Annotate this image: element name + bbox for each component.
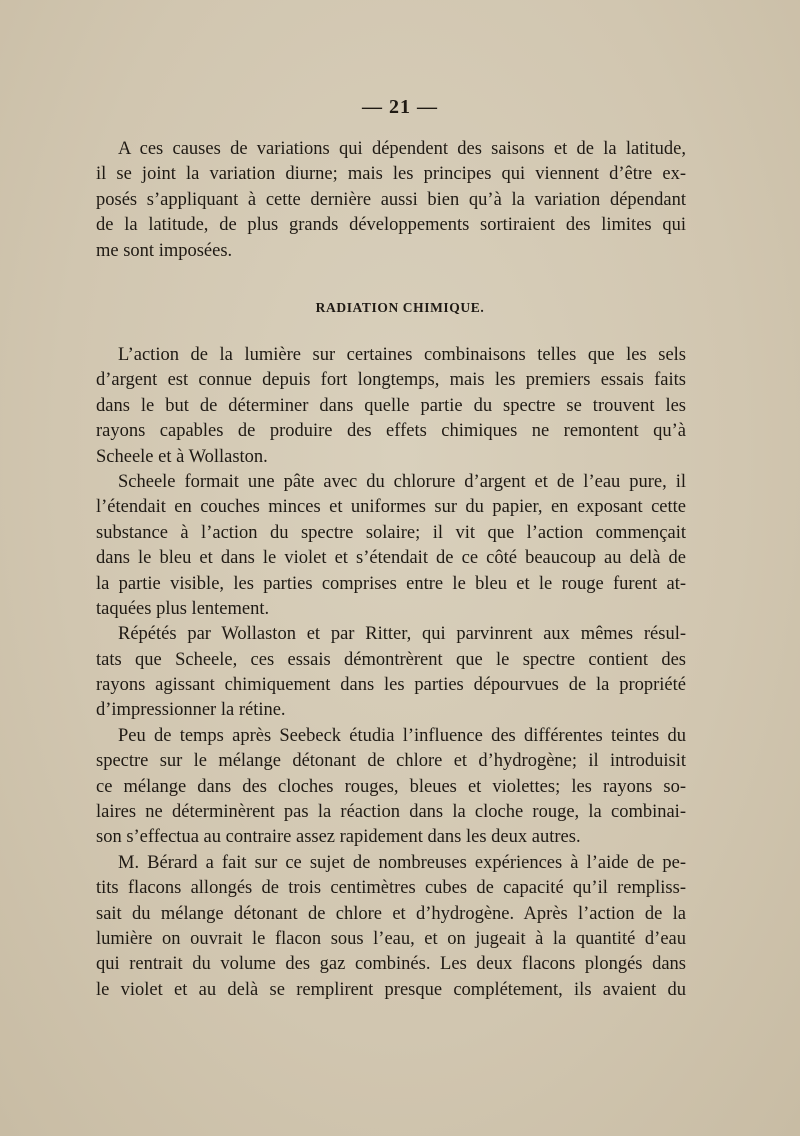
text-line: d’impressionner la rétine. xyxy=(96,700,286,721)
page-number: — 21 — xyxy=(362,96,438,118)
text-line: tits flacons allongés de trois centimètres cubes de capacité qu’il rempliss- xyxy=(96,878,686,899)
text-line: me sont imposées. xyxy=(96,240,233,261)
text-line: M. Bérard a fait sur ce sujet de nombreuses expériences à l’aide de pe- xyxy=(118,852,686,873)
text-line: laires ne déterminèrent pas la réaction dans la cloche rouge, la combinai- xyxy=(96,802,686,823)
text-line: la partie visible, les parties comprises entre le bleu et le rouge furent at- xyxy=(96,573,686,594)
text-line: rayons agissant chimiquement dans les parties dépourvues de la propriété xyxy=(96,675,686,696)
section-heading: RADIATION CHIMIQUE. xyxy=(315,300,485,315)
text-line: d’argent est connue depuis fort longtemps, mais les premiers essais faits xyxy=(96,370,686,391)
text-line: taquées plus lentement. xyxy=(96,598,270,619)
text-line: de la latitude, de plus grands développements sortiraient des limites qui xyxy=(96,215,686,236)
text-line: tats que Scheele, ces essais démontrèrent que le spectre contient des xyxy=(96,649,686,670)
text-line: Scheele et à Wollaston. xyxy=(96,446,268,467)
body-text xyxy=(96,343,686,1003)
text-line: Scheele formait une pâte avec du chlorure d’argent et de l’eau pure, il xyxy=(118,471,686,492)
paragraph xyxy=(96,470,686,622)
text-line: qui rentrait du volume des gaz combinés. Les deux flacons plongés dans xyxy=(96,954,686,975)
paragraph xyxy=(96,343,686,470)
text-line: posés s’appliquant à cette dernière aussi bien qu’à la variation dépendant xyxy=(96,189,686,210)
text-line: Peu de temps après Seebeck étudia l’influence des différentes teintes du xyxy=(118,725,686,746)
paragraph xyxy=(96,851,686,1003)
paragraph xyxy=(96,622,686,724)
text-line: Répétés par Wollaston et par Ritter, qui parvinrent aux mêmes résul- xyxy=(118,624,686,645)
text-line: le violet et au delà se remplirent presque complétement, ils avaient du xyxy=(96,979,686,1000)
text-line: L’action de la lumière sur certaines combinaisons telles que les sels xyxy=(118,345,686,365)
text-line: ce mélange dans des cloches rouges, bleues et violettes; les rayons so- xyxy=(96,776,686,797)
text-line: son s’effectua au contraire assez rapidement dans les deux autres. xyxy=(96,827,581,848)
text-line: lumière on ouvrait le flacon sous l’eau, et on jugeait à la quantité d’eau xyxy=(96,928,686,949)
text-line: A ces causes de variations qui dépendent des saisons et de la latitude, xyxy=(118,139,686,159)
text-line: sait du mélange détonant de chlore et d’hydrogène. Après l’action de la xyxy=(96,903,686,924)
text-line: dans le but de déterminer dans quelle partie du spectre se trouvent les xyxy=(96,395,686,416)
text-line: l’étendait en couches minces et uniformes sur du papier, en exposant cette xyxy=(96,497,686,518)
paragraph xyxy=(96,724,686,851)
text-line: rayons capables de produire des effets chimiques ne remontent qu’à xyxy=(96,421,686,442)
intro-paragraph xyxy=(96,137,686,264)
text-line: dans le bleu et dans le violet et s’étendait de ce côté beaucoup au delà de xyxy=(96,548,686,569)
text-line: spectre sur le mélange détonant de chlore et d’hydrogène; il introduisit xyxy=(96,751,686,772)
text-line: substance à l’action du spectre solaire; il vit que l’action commençait xyxy=(96,522,686,543)
text-line: il se joint la variation diurne; mais les principes qui viennent d’être ex- xyxy=(96,164,686,185)
